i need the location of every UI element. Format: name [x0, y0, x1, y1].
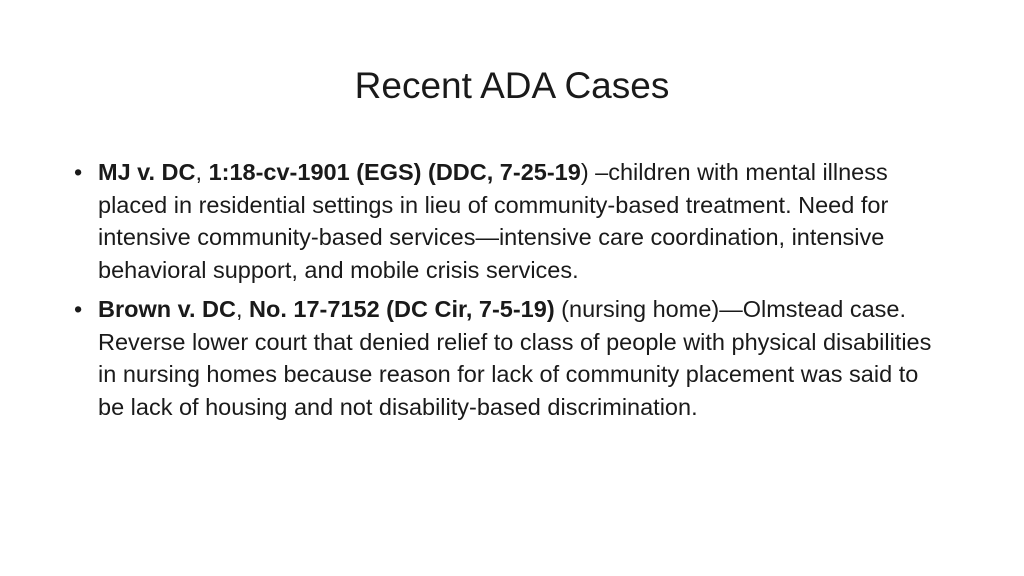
- case-name: MJ v. DC: [98, 159, 196, 185]
- bullet-icon: •: [74, 296, 83, 322]
- slide-title: Recent ADA Cases: [354, 65, 670, 106]
- bullet-item-mj-v-dc: [72, 156, 947, 286]
- case-citation-close: ): [580, 159, 589, 185]
- case-description: (nursing home)—Olmstead case. Reverse lower court that denied relief to class of people with physical disabilities in nursing homes because reason for lack of community placement was said to be lack of housing and not disability-based discrimination.: [98, 296, 932, 420]
- case-citation: No. 17-7152 (DC Cir, 7-5-19): [249, 296, 555, 322]
- bullet-icon: •: [74, 159, 83, 185]
- case-separator: ,: [195, 159, 209, 185]
- case-description: –children with mental illness placed in residential settings in lieu of community-based treatment. Need for intensive community-based services—intensive care coordination, intensive behavioral support, and mobile crisis services.: [98, 159, 889, 283]
- case-name: Brown v. DC: [98, 296, 236, 322]
- case-separator: ,: [235, 296, 250, 322]
- bullet-item-brown-v-dc: [72, 293, 947, 423]
- bullet-list: [72, 156, 947, 430]
- case-citation: 1:18-cv-1901 (EGS) (DDC, 7-25-19: [208, 159, 581, 185]
